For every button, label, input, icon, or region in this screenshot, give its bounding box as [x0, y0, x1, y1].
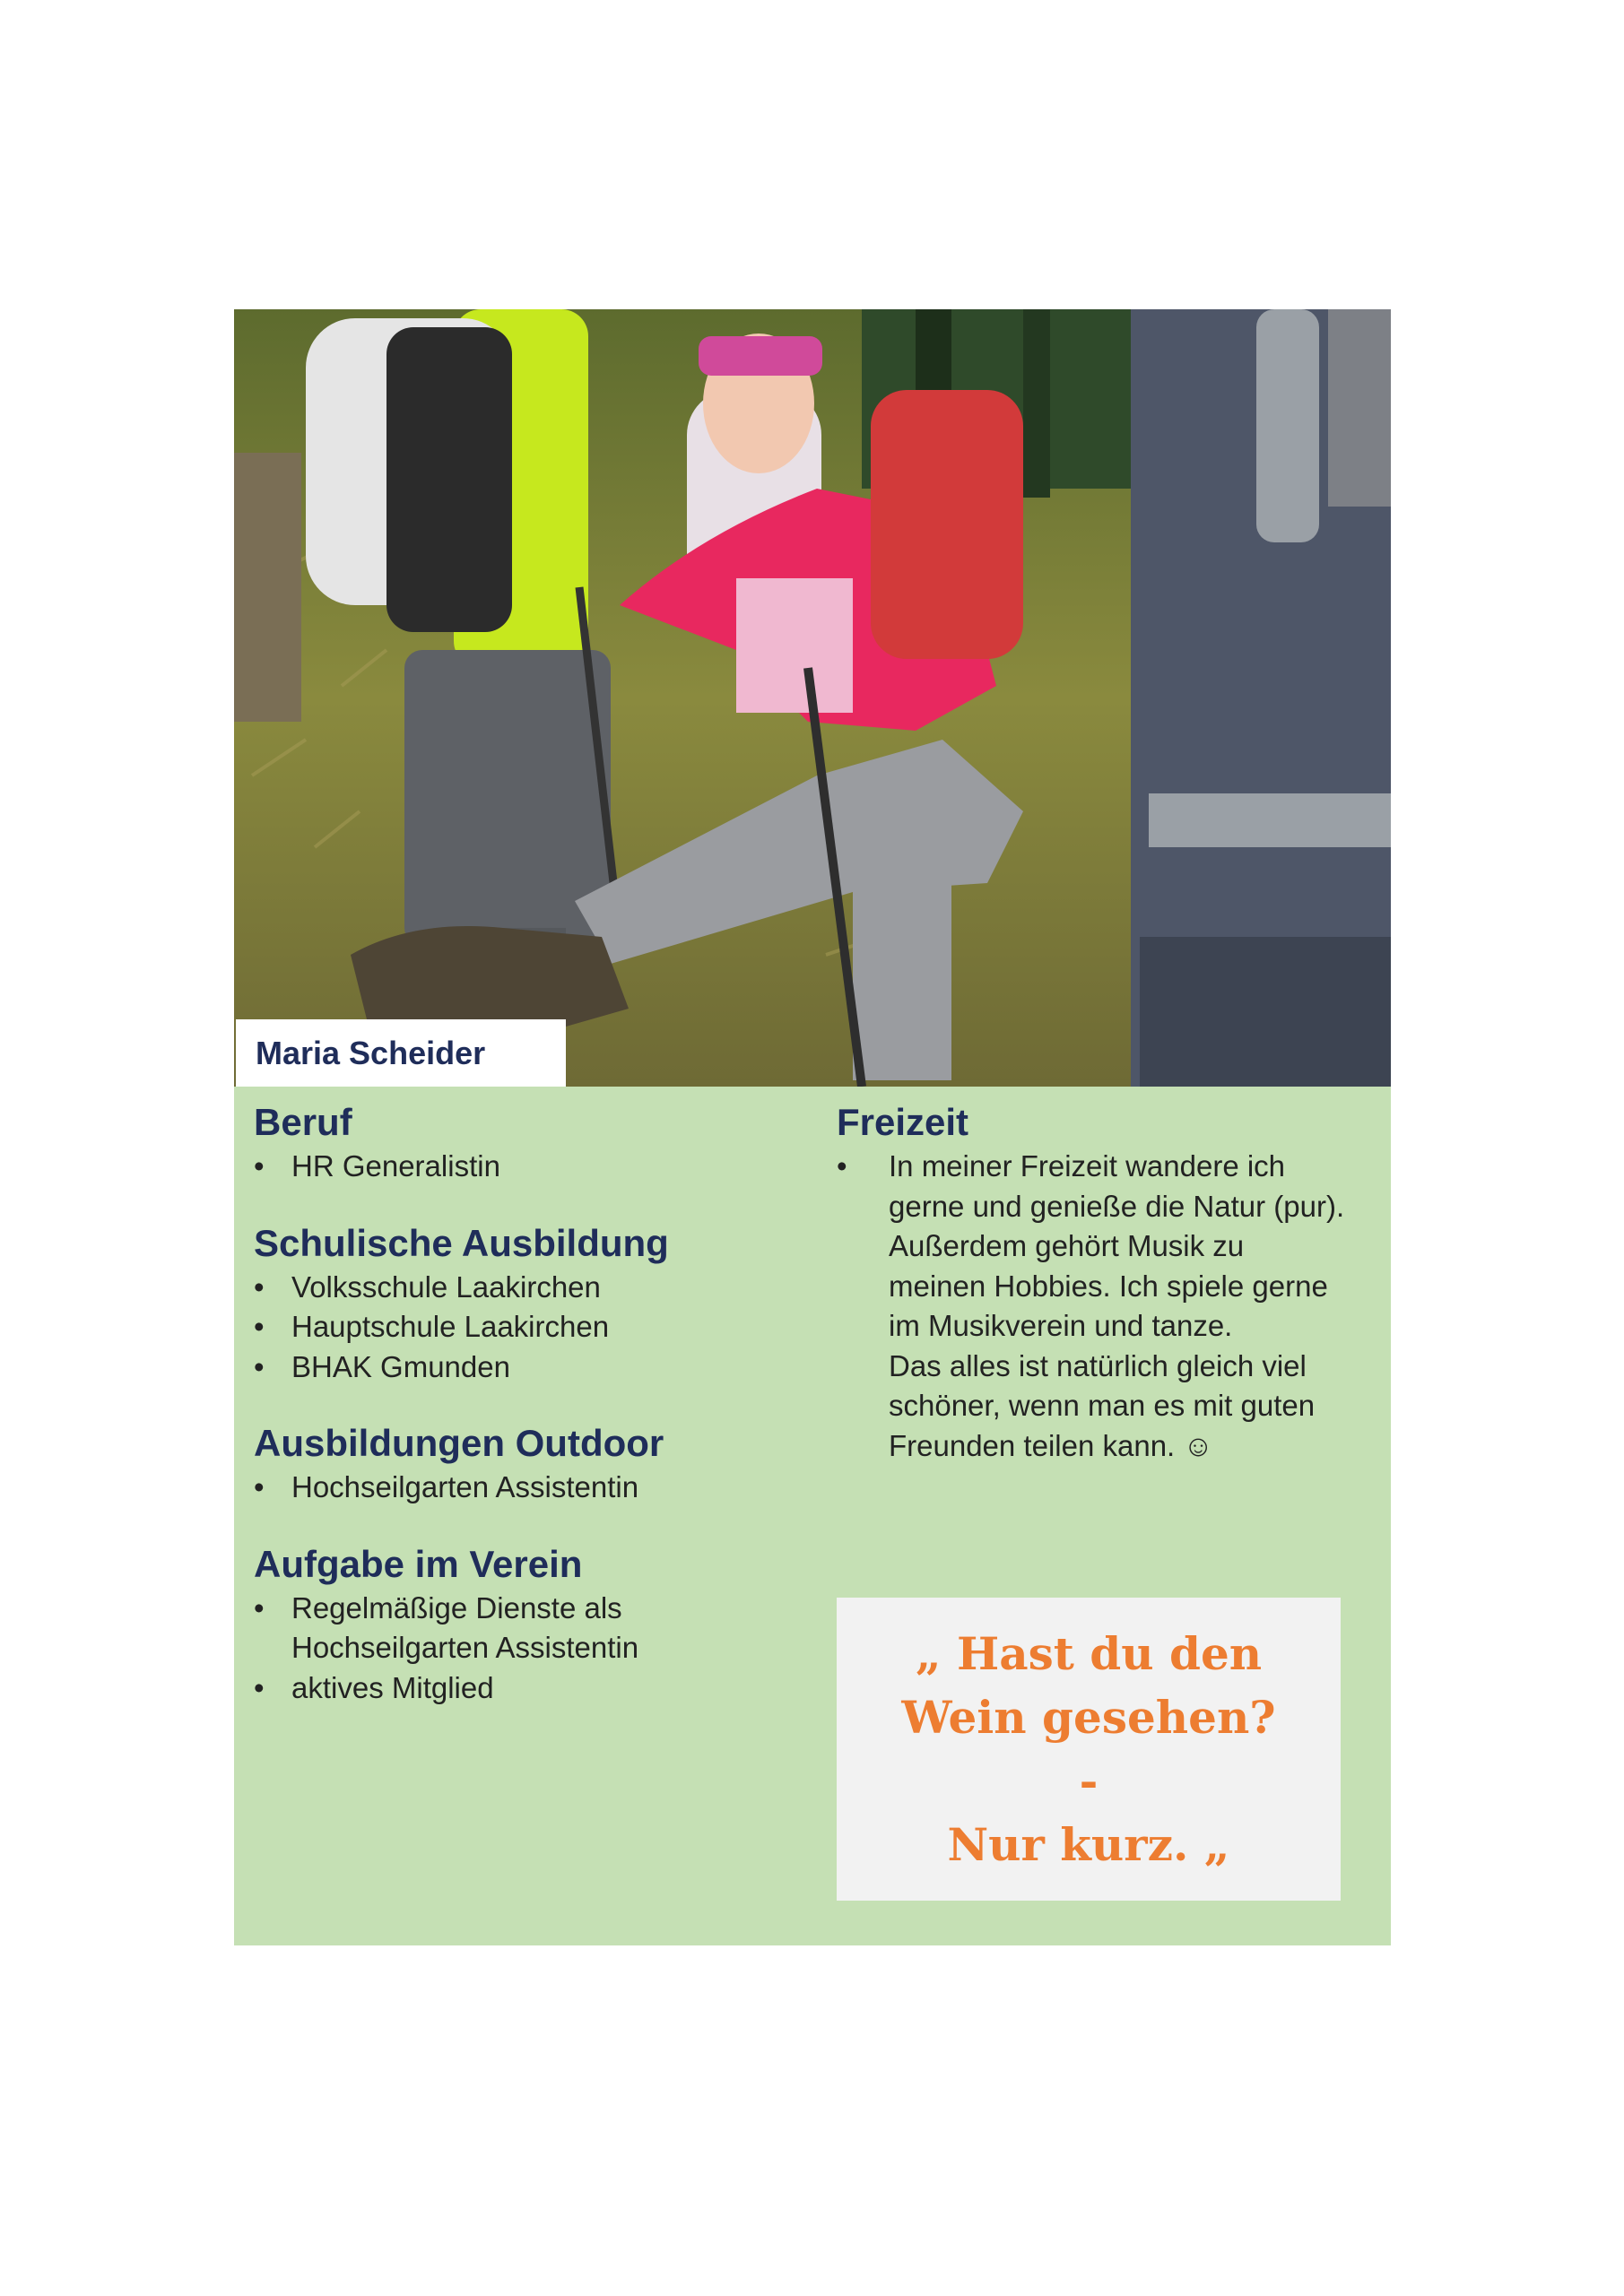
- bullet: •: [837, 1149, 847, 1183]
- item-text: Hauptschule Laakirchen: [291, 1310, 610, 1343]
- bullet: •: [254, 1349, 265, 1383]
- bullet: •: [254, 1670, 265, 1704]
- item-text: Regelmäßige Dienste als: [291, 1590, 622, 1625]
- section-ausbildungen-outdoor: [254, 1419, 792, 1508]
- list-item: [254, 1268, 792, 1308]
- section-freizeit: [837, 1098, 1375, 1466]
- freizeit-line: gerne und genieße die Natur (pur).: [889, 1189, 1345, 1223]
- list-item: [254, 1147, 792, 1187]
- item-text: BHAK Gmunden: [291, 1349, 510, 1383]
- list-item: [254, 1347, 792, 1388]
- hiking-photo: [234, 309, 1391, 1087]
- freizeit-line: Außerdem gehört Musik zu: [889, 1229, 1245, 1262]
- quote-line: -: [1079, 1754, 1099, 1807]
- section-aufgabe-im-verein: [254, 1540, 792, 1709]
- list-item: [254, 1468, 792, 1508]
- item-text: Volksschule Laakirchen: [291, 1269, 601, 1304]
- quote-line: „ Hast du den: [915, 1627, 1263, 1680]
- item-list: [254, 1589, 792, 1709]
- item-list: [254, 1147, 792, 1187]
- quote-box: [837, 1598, 1341, 1901]
- freizeit-line: schöner, wenn man es mit guten: [889, 1389, 1316, 1422]
- bullet: •: [254, 1149, 265, 1183]
- left-column: [254, 1098, 792, 1740]
- item-list: [254, 1268, 792, 1388]
- section-beruf: [254, 1098, 792, 1187]
- quote-line: Nur kurz. „: [947, 1818, 1230, 1871]
- section-heading: Beruf: [254, 1101, 352, 1143]
- profile-card: [234, 309, 1391, 1945]
- freizeit-line: meinen Hobbies. Ich spiele gerne: [889, 1269, 1328, 1303]
- quote-line: Wein gesehen?: [901, 1691, 1276, 1744]
- hiking-photo-illustration: [234, 309, 1391, 1087]
- section-schulische-ausbildung: [254, 1219, 792, 1388]
- list-item: [254, 1589, 792, 1668]
- section-heading: Schulische Ausbildung: [254, 1221, 669, 1264]
- item-text: Hochseilgarten Assistentin: [291, 1470, 639, 1503]
- section-heading: Ausbildungen Outdoor: [254, 1422, 664, 1464]
- section-heading: Aufgabe im Verein: [254, 1542, 583, 1585]
- name-label: Maria Scheider: [236, 1019, 566, 1087]
- right-column: [837, 1098, 1375, 1498]
- item-text: aktives Mitglied: [291, 1670, 494, 1704]
- freizeit-line: Das alles ist natürlich gleich viel: [889, 1348, 1307, 1382]
- freizeit-line: In meiner Freizeit wandere ich: [889, 1149, 1286, 1183]
- bullet: •: [254, 1590, 265, 1625]
- bullet: •: [254, 1470, 265, 1503]
- bullet: •: [254, 1310, 265, 1343]
- item-list: [254, 1468, 792, 1508]
- list-item: [254, 1307, 792, 1347]
- list-item: [254, 1668, 792, 1709]
- item-text: Hochseilgarten Assistentin: [291, 1631, 639, 1664]
- freizeit-line: im Musikverein und tanze.: [889, 1309, 1233, 1342]
- freizeit-line: Freunden teilen kann. ☺: [889, 1428, 1214, 1462]
- bullet: •: [254, 1269, 265, 1304]
- list-item: [837, 1147, 1375, 1466]
- section-heading: Freizeit: [837, 1101, 969, 1143]
- item-list: [837, 1147, 1375, 1466]
- item-text: HR Generalistin: [291, 1149, 500, 1183]
